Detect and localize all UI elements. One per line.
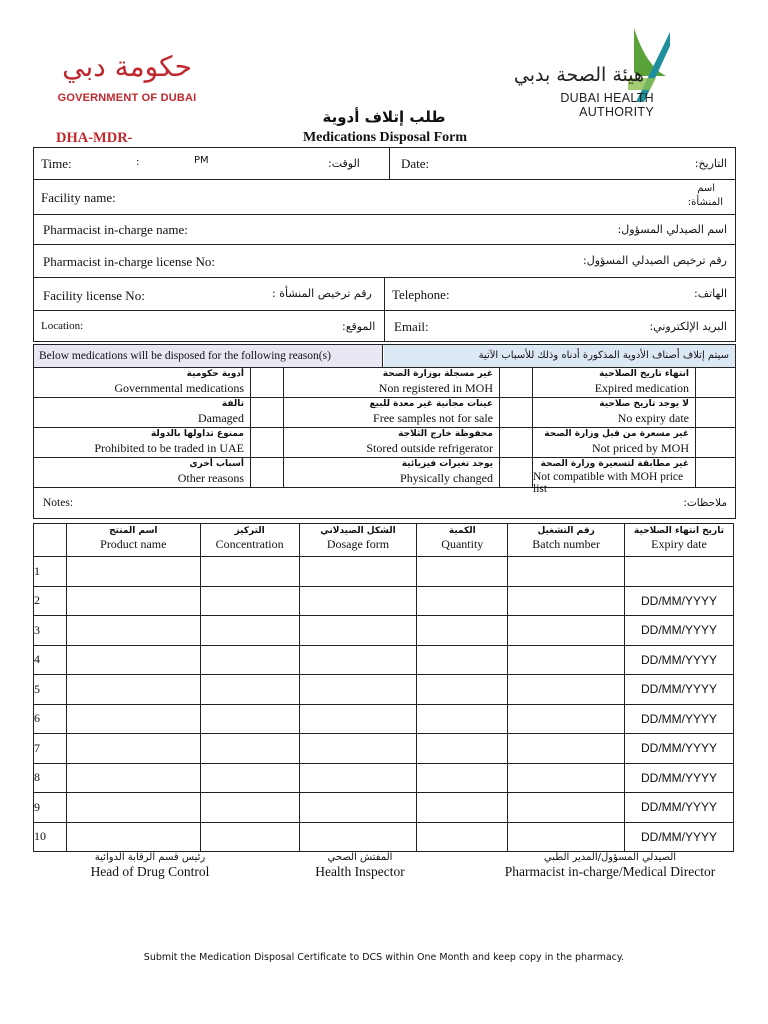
quantity-cell[interactable] bbox=[417, 616, 508, 646]
signature-health-inspector: المفتش الصحي Health Inspector bbox=[315, 852, 405, 879]
reason-non-registered-checkbox[interactable] bbox=[500, 368, 533, 397]
row-number: 7 bbox=[34, 734, 67, 764]
batch-cell[interactable] bbox=[508, 734, 625, 764]
reason-other: أسباب أخرى Other reasons bbox=[34, 458, 251, 487]
reason-prohibited: ممنوع تداولها بالدولة Prohibited to be traded in UAE bbox=[34, 428, 251, 457]
notes-field[interactable] bbox=[34, 488, 735, 518]
reason-row bbox=[34, 458, 735, 495]
dosage-cell[interactable] bbox=[299, 675, 417, 705]
reason-non-registered: غير مسجلة بوزارة الصحة Non registered in MOH bbox=[284, 368, 500, 397]
quantity-cell[interactable] bbox=[417, 822, 508, 852]
reason-damaged: تالفة Damaged bbox=[34, 398, 251, 427]
reason-no-expiry-checkbox[interactable] bbox=[696, 398, 735, 427]
time-label-arabic: الوقت: bbox=[328, 157, 360, 170]
expiry-date-cell[interactable]: DD/MM/YYYY bbox=[625, 822, 734, 852]
table-row bbox=[34, 675, 734, 705]
pharmacist-license-label: Pharmacist in-charge license No: bbox=[43, 254, 215, 269]
reason-free-samples-checkbox[interactable] bbox=[500, 398, 533, 427]
location-label: Location: bbox=[41, 320, 84, 332]
row-number: 8 bbox=[34, 763, 67, 793]
dosage-cell[interactable] bbox=[299, 645, 417, 675]
time-label: Time: bbox=[41, 156, 72, 171]
concentration-cell[interactable] bbox=[200, 822, 299, 852]
table-row bbox=[34, 734, 734, 764]
batch-cell[interactable] bbox=[508, 675, 625, 705]
reasons-header-arabic: سيتم إتلاف أصناف الأدوية المذكورة أدناه وذلك للأسباب الآتية bbox=[384, 345, 735, 367]
batch-cell[interactable] bbox=[508, 822, 625, 852]
reason-stored-outside: محفوظة خارج الثلاجة Stored outside refrigerator bbox=[284, 428, 500, 457]
government-of-dubai-logo-arabic: حكومة دبي bbox=[62, 50, 192, 83]
reason-other-checkbox[interactable] bbox=[251, 458, 284, 487]
product-cell[interactable] bbox=[66, 822, 200, 852]
column-header-quantity: الكمية Quantity bbox=[417, 524, 508, 557]
expiry-date-cell[interactable]: DD/MM/YYYY bbox=[625, 645, 734, 675]
form-title: Medications Disposal Form bbox=[302, 130, 468, 145]
product-cell[interactable] bbox=[66, 763, 200, 793]
time-pm[interactable]: PM bbox=[194, 155, 209, 166]
reason-expired-checkbox[interactable] bbox=[696, 368, 735, 397]
table-row bbox=[34, 616, 734, 646]
product-cell[interactable] bbox=[66, 675, 200, 705]
expiry-date-cell[interactable]: DD/MM/YYYY bbox=[625, 763, 734, 793]
quantity-cell[interactable] bbox=[417, 734, 508, 764]
notes-label: Notes: bbox=[43, 497, 74, 509]
facility-name-row[interactable] bbox=[34, 179, 735, 214]
expiry-date-cell[interactable]: DD/MM/YYYY bbox=[625, 704, 734, 734]
email-label: Email: bbox=[394, 319, 429, 334]
dosage-cell[interactable] bbox=[299, 822, 417, 852]
reason-damaged-checkbox[interactable] bbox=[251, 398, 284, 427]
reason-row bbox=[34, 368, 735, 398]
quantity-cell[interactable] bbox=[417, 645, 508, 675]
table-row bbox=[34, 586, 734, 616]
expiry-date-cell[interactable]: DD/MM/YYYY bbox=[625, 586, 734, 616]
concentration-cell[interactable] bbox=[200, 793, 299, 823]
facility-license-label-arabic: رقم ترخيص المنشأة : bbox=[272, 287, 372, 300]
location-label-arabic: الموقع: bbox=[342, 320, 376, 333]
dosage-cell[interactable] bbox=[299, 793, 417, 823]
expiry-date-cell[interactable]: DD/MM/YYYY bbox=[625, 616, 734, 646]
reason-physically-changed: يوجد تغيرات فيزيائية Physically changed bbox=[284, 458, 500, 487]
reason-free-samples: عينات مجانية غير معدة للبيع Free samples not for sale bbox=[284, 398, 500, 427]
product-cell[interactable] bbox=[66, 586, 200, 616]
dosage-cell[interactable] bbox=[299, 616, 417, 646]
concentration-cell[interactable] bbox=[200, 616, 299, 646]
dosage-cell[interactable] bbox=[299, 704, 417, 734]
table-row bbox=[34, 763, 734, 793]
table-row bbox=[34, 645, 734, 675]
signature-head-of-drug-control: رئيس قسم الرقابة الدوائية Head of Drug Control bbox=[90, 852, 210, 879]
signature-pharmacist-in-charge: الصيدلي المسؤول/المدير الطبي Pharmacist in-charge/Medical Director bbox=[504, 852, 716, 879]
concentration-cell[interactable] bbox=[200, 704, 299, 734]
dha-logo-arabic: هيئة الصحة بدبي bbox=[513, 64, 644, 86]
facility-info-table bbox=[33, 147, 736, 342]
dosage-cell[interactable] bbox=[299, 557, 417, 587]
quantity-cell[interactable] bbox=[417, 763, 508, 793]
table-row bbox=[34, 822, 734, 852]
column-header-product-name: اسم المنتج Product name bbox=[66, 524, 200, 557]
product-cell[interactable] bbox=[66, 734, 200, 764]
reason-not-compatible-price-checkbox[interactable] bbox=[696, 458, 735, 487]
row-number: 2 bbox=[34, 586, 67, 616]
table-row bbox=[34, 704, 734, 734]
reason-stored-outside-checkbox[interactable] bbox=[500, 428, 533, 457]
concentration-cell[interactable] bbox=[200, 734, 299, 764]
reason-physically-changed-checkbox[interactable] bbox=[500, 458, 533, 487]
pharmacist-license-row[interactable] bbox=[34, 244, 735, 277]
facility-name-label-arabic-1: اسم bbox=[697, 183, 715, 194]
table-row bbox=[34, 793, 734, 823]
product-cell[interactable] bbox=[66, 616, 200, 646]
pharmacist-name-row[interactable] bbox=[34, 214, 735, 244]
facility-license-label: Facility license No: bbox=[43, 288, 145, 303]
column-header-concentration: التركيز Concentration bbox=[200, 524, 299, 557]
column-header-batch-number: رقم التشغيل Batch number bbox=[508, 524, 625, 557]
row-number: 9 bbox=[34, 793, 67, 823]
product-cell[interactable] bbox=[66, 645, 200, 675]
medications-table bbox=[33, 523, 734, 852]
table-header-row bbox=[34, 524, 734, 557]
reason-prohibited-checkbox[interactable] bbox=[251, 428, 284, 457]
reason-not-compatible-price: غير مطابقة لتسعيرة وزارة الصحة Not compatible with MOH price list bbox=[533, 458, 696, 487]
batch-cell[interactable] bbox=[508, 763, 625, 793]
facility-name-label: Facility name: bbox=[41, 190, 116, 205]
location-email-row bbox=[34, 310, 735, 341]
column-header-dosage-form: الشكل الصيدلاني Dosage form bbox=[299, 524, 417, 557]
facility-license-telephone-row bbox=[34, 277, 735, 310]
column-header-expiry-date: تاريخ انتهاء الصلاحية Expiry date bbox=[625, 524, 734, 557]
reason-row bbox=[34, 428, 735, 458]
dha-logo-text: DUBAI HEALTH AUTHORITY bbox=[560, 91, 654, 119]
row-number: 6 bbox=[34, 704, 67, 734]
row-number: 5 bbox=[34, 675, 67, 705]
quantity-cell[interactable] bbox=[417, 557, 508, 587]
expiry-date-cell[interactable]: DD/MM/YYYY bbox=[625, 734, 734, 764]
reason-not-priced-checkbox[interactable] bbox=[696, 428, 735, 457]
form-title-arabic: طلب إتلاف أدوية bbox=[322, 108, 446, 126]
telephone-label-arabic: الهاتف: bbox=[694, 287, 727, 300]
batch-cell[interactable] bbox=[508, 793, 625, 823]
telephone-label: Telephone: bbox=[392, 287, 450, 302]
table-row bbox=[34, 557, 734, 587]
reason-governmental: أدوية حكومية Governmental medications bbox=[34, 368, 251, 397]
reason-governmental-checkbox[interactable] bbox=[251, 368, 284, 397]
batch-cell[interactable] bbox=[508, 586, 625, 616]
concentration-cell[interactable] bbox=[200, 557, 299, 587]
notes-label-arabic: ملاحظات: bbox=[683, 497, 727, 509]
row-number: 1 bbox=[34, 557, 67, 587]
concentration-cell[interactable] bbox=[200, 763, 299, 793]
batch-cell[interactable] bbox=[508, 645, 625, 675]
quantity-cell[interactable] bbox=[417, 793, 508, 823]
facility-name-label-arabic-2: المنشأة: bbox=[687, 197, 723, 208]
pharmacist-name-label: Pharmacist in-charge name: bbox=[43, 222, 188, 237]
row-number: 4 bbox=[34, 645, 67, 675]
concentration-cell[interactable] bbox=[200, 645, 299, 675]
reason-row bbox=[34, 398, 735, 428]
disposal-reasons-table bbox=[33, 344, 736, 519]
reason-expired: انتهاء تاريخ الصلاحية Expired medication bbox=[533, 368, 696, 397]
time-date-row bbox=[34, 148, 735, 179]
form-reference-number: DHA-MDR- bbox=[56, 130, 133, 146]
expiry-date-cell[interactable]: DD/MM/YYYY bbox=[625, 793, 734, 823]
reason-not-priced: غير مسعرة من قبل وزارة الصحة Not priced by MOH bbox=[533, 428, 696, 457]
expiry-date-cell[interactable]: DD/MM/YYYY bbox=[625, 675, 734, 705]
pharmacist-license-label-arabic: رقم ترخيص الصيدلي المسؤول: bbox=[583, 254, 727, 267]
concentration-cell[interactable] bbox=[200, 586, 299, 616]
product-cell[interactable] bbox=[66, 704, 200, 734]
quantity-cell[interactable] bbox=[417, 675, 508, 705]
product-cell[interactable] bbox=[66, 557, 200, 587]
dosage-cell[interactable] bbox=[299, 763, 417, 793]
concentration-cell[interactable] bbox=[200, 675, 299, 705]
reason-no-expiry: لا يوجد تاريخ صلاحية No expiry date bbox=[533, 398, 696, 427]
date-label-arabic: التاريخ: bbox=[694, 157, 727, 170]
government-of-dubai-logo-text: GOVERNMENT OF DUBAI bbox=[57, 92, 197, 104]
column-header-number bbox=[34, 524, 67, 557]
row-number: 10 bbox=[34, 822, 67, 852]
date-label: Date: bbox=[401, 156, 430, 171]
dosage-cell[interactable] bbox=[299, 586, 417, 616]
footer-instruction: Submit the Medication Disposal Certificate to DCS within One Month and keep copy in the pharmacy. bbox=[143, 952, 625, 963]
quantity-cell[interactable] bbox=[417, 586, 508, 616]
email-label-arabic: البريد الإلكتروني: bbox=[649, 320, 727, 333]
product-cell[interactable] bbox=[66, 793, 200, 823]
dosage-cell[interactable] bbox=[299, 734, 417, 764]
expiry-date-cell[interactable] bbox=[625, 557, 734, 587]
batch-cell[interactable] bbox=[508, 557, 625, 587]
row-number: 3 bbox=[34, 616, 67, 646]
time-separator: : bbox=[136, 157, 140, 168]
batch-cell[interactable] bbox=[508, 616, 625, 646]
quantity-cell[interactable] bbox=[417, 704, 508, 734]
reasons-header: Below medications will be disposed for the following reason(s) bbox=[34, 345, 383, 367]
pharmacist-name-label-arabic: اسم الصيدلي المسؤول: bbox=[617, 223, 727, 236]
batch-cell[interactable] bbox=[508, 704, 625, 734]
